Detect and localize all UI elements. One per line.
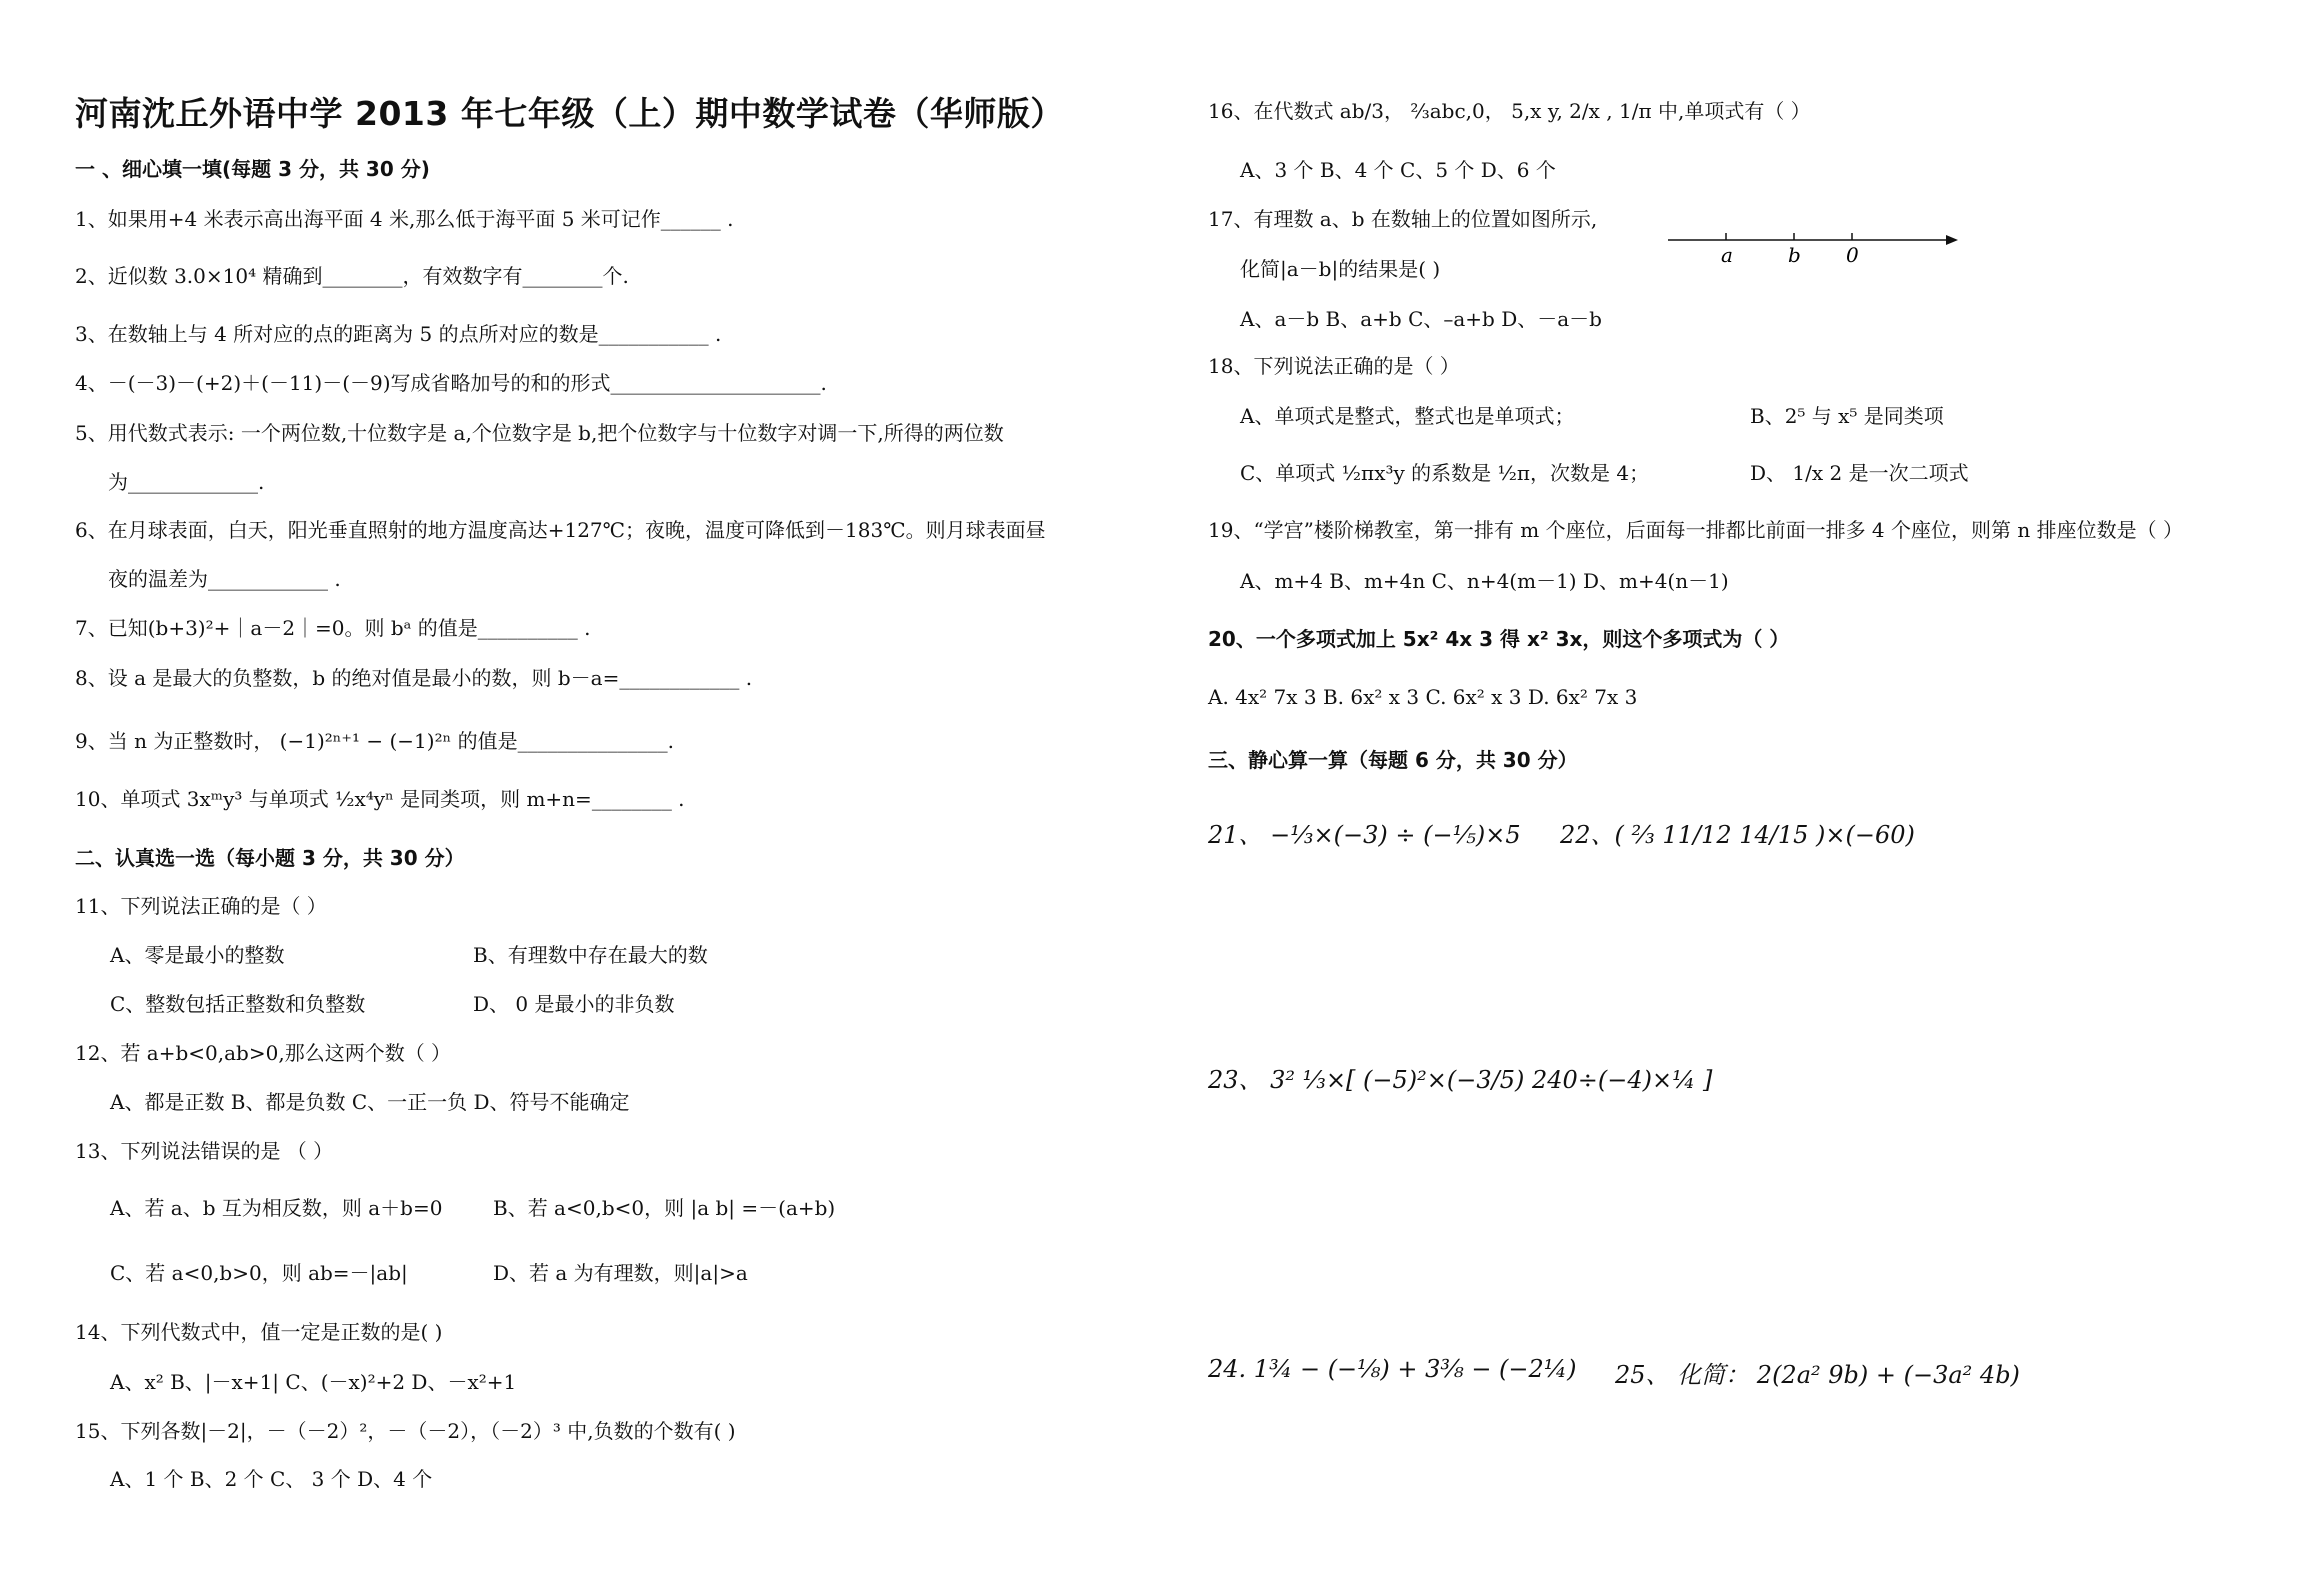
- question-19-options: A、m+4 B、m+4n C、n+4(m－1) D、m+4(n－1): [1240, 569, 1729, 593]
- question-5-line1: 5、用代数式表示: 一个两位数,十位数字是 a,个位数字是 b,把个位数字与十位数字对调一下,所得的两位数: [75, 421, 1004, 445]
- question-5-line2: 为_____________.: [108, 470, 265, 494]
- label-b: b: [1788, 243, 1801, 267]
- section-1-heading: 一 、细心填一填(每题 3 分，共 30 分): [75, 157, 430, 181]
- question-20: 20、一个多项式加上 5x² 4x 3 得 x² 3x，则这个多项式为（ ）: [1208, 627, 1790, 651]
- question-17-line2: 化简|a－b|的结果是( ): [1240, 257, 1441, 281]
- question-11-option-c: C、整数包括正整数和负整数: [110, 992, 366, 1016]
- question-22: 22、( ⅔ 11/12 14/15 )×(−60): [1560, 821, 1915, 849]
- question-4: 4、－(－3)－(+2)＋(－11)－(－9)写成省略加号的和的形式_____________________.: [75, 371, 827, 395]
- question-14-options: A、x² B、|－x+1| C、(－x)²+2 D、－x²+1: [110, 1370, 517, 1394]
- question-13: 13、下列说法错误的是 （ ）: [75, 1139, 334, 1163]
- question-13-option-b: B、若 a<0,b<0，则 |a b| =－(a+b): [493, 1196, 836, 1220]
- question-17-line1: 17、有理数 a、b 在数轴上的位置如图所示,: [1208, 207, 1598, 231]
- page-title: 河南沈丘外语中学 2013 年七年级（上）期中数学试卷（华师版）: [75, 94, 1064, 133]
- question-18-option-d: D、 1/x 2 是一次二项式: [1750, 461, 1969, 485]
- question-1: 1、如果用+4 米表示高出海平面 4 米,那么低于海平面 5 米可记作______ .: [75, 207, 734, 231]
- question-18-option-b: B、2⁵ 与 x⁵ 是同类项: [1750, 404, 1944, 428]
- number-line-arrow: [1946, 235, 1958, 245]
- question-2: 2、近似数 3.0×10⁴ 精确到________，有效数字有________个.: [75, 264, 629, 288]
- section-3-heading: 三、静心算一算（每题 6 分，共 30 分）: [1208, 748, 1578, 772]
- question-7: 7、已知(b+3)²+｜a－2｜=0。则 bᵃ 的值是__________ .: [75, 616, 591, 640]
- question-15: 15、下列各数|－2|，－（－2）²，－（－2），（－2）³ 中,负数的个数有( ): [75, 1419, 736, 1443]
- question-11-option-b: B、有理数中存在最大的数: [473, 943, 708, 967]
- question-3: 3、在数轴上与 4 所对应的点的距离为 5 的点所对应的数是___________ .: [75, 322, 722, 346]
- question-23: 23、 3² ⅓×[ (−5)²×(−3/5) 240÷(−4)×¼ ]: [1208, 1066, 1713, 1094]
- label-a: a: [1721, 243, 1733, 267]
- question-21: 21、 −⅓×(−3) ÷ (−⅕)×5: [1208, 821, 1521, 849]
- question-16-options: A、3 个 B、4 个 C、5 个 D、6 个: [1240, 158, 1556, 182]
- question-11-option-d: D、 0 是最小的非负数: [473, 992, 675, 1016]
- question-18-option-a: A、单项式是整式，整式也是单项式；: [1240, 404, 1575, 428]
- question-18-option-c: C、单项式 ½πx³y 的系数是 ½π，次数是 4；: [1240, 461, 1650, 485]
- question-10: 10、单项式 3xᵐy³ 与单项式 ½x⁴yⁿ 是同类项，则 m+n=________ .: [75, 787, 685, 811]
- question-12-options: A、都是正数 B、都是负数 C、一正一负 D、符号不能确定: [110, 1090, 630, 1114]
- question-25: 25、 化简： 2(2a² 9b) + (−3a² 4b): [1615, 1361, 2020, 1389]
- question-8: 8、设 a 是最大的负整数，b 的绝对值是最小的数，则 b－a=____________ .: [75, 666, 753, 690]
- question-12: 12、若 a+b<0,ab>0,那么这两个数（ ）: [75, 1041, 452, 1065]
- question-11-option-a: A、零是最小的整数: [110, 943, 285, 967]
- question-6-line1: 6、在月球表面，白天，阳光垂直照射的地方温度高达+127℃；夜晚，温度可降低到－183℃。则月球表面昼: [75, 518, 1046, 542]
- question-6-line2: 夜的温差为____________ .: [108, 567, 341, 591]
- question-14: 14、下列代数式中，值一定是正数的是( ): [75, 1320, 443, 1344]
- number-line-figure: [1668, 228, 1958, 268]
- label-zero: 0: [1846, 243, 1859, 267]
- question-13-option-c: C、若 a<0,b>0，则 ab=－|ab|: [110, 1261, 408, 1285]
- question-18: 18、下列说法正确的是（ ）: [1208, 354, 1460, 378]
- question-11: 11、下列说法正确的是（ ）: [75, 894, 327, 918]
- question-24: 24. 1¾ − (−⅛) + 3⅜ − (−2¼): [1208, 1355, 1577, 1383]
- section-2-heading: 二、认真选一选（每小题 3 分，共 30 分）: [75, 846, 465, 870]
- question-13-option-d: D、若 a 为有理数，则|a|>a: [493, 1261, 748, 1285]
- question-15-options: A、1 个 B、2 个 C、 3 个 D、4 个: [110, 1467, 433, 1491]
- question-16: 16、在代数式 ab/3， ⅔abc,0， 5,x y, 2/x , 1/π 中,单项式有（ ）: [1208, 99, 1811, 123]
- question-19: 19、“学宫”楼阶梯教室，第一排有 m 个座位，后面每一排都比前面一排多 4 个座位，则第 n 排座位数是（ ）: [1208, 518, 2183, 542]
- question-9: 9、当 n 为正整数时， (−1)²ⁿ⁺¹ − (−1)²ⁿ 的值是_______________.: [75, 729, 674, 753]
- question-20-options: A. 4x² 7x 3 B. 6x² x 3 C. 6x² x 3 D. 6x² 7x 3: [1208, 685, 1638, 709]
- question-17-options: A、a－b B、a+b C、–a+b D、－a－b: [1240, 307, 1602, 331]
- question-13-option-a: A、若 a、b 互为相反数，则 a＋b=0: [110, 1196, 443, 1220]
